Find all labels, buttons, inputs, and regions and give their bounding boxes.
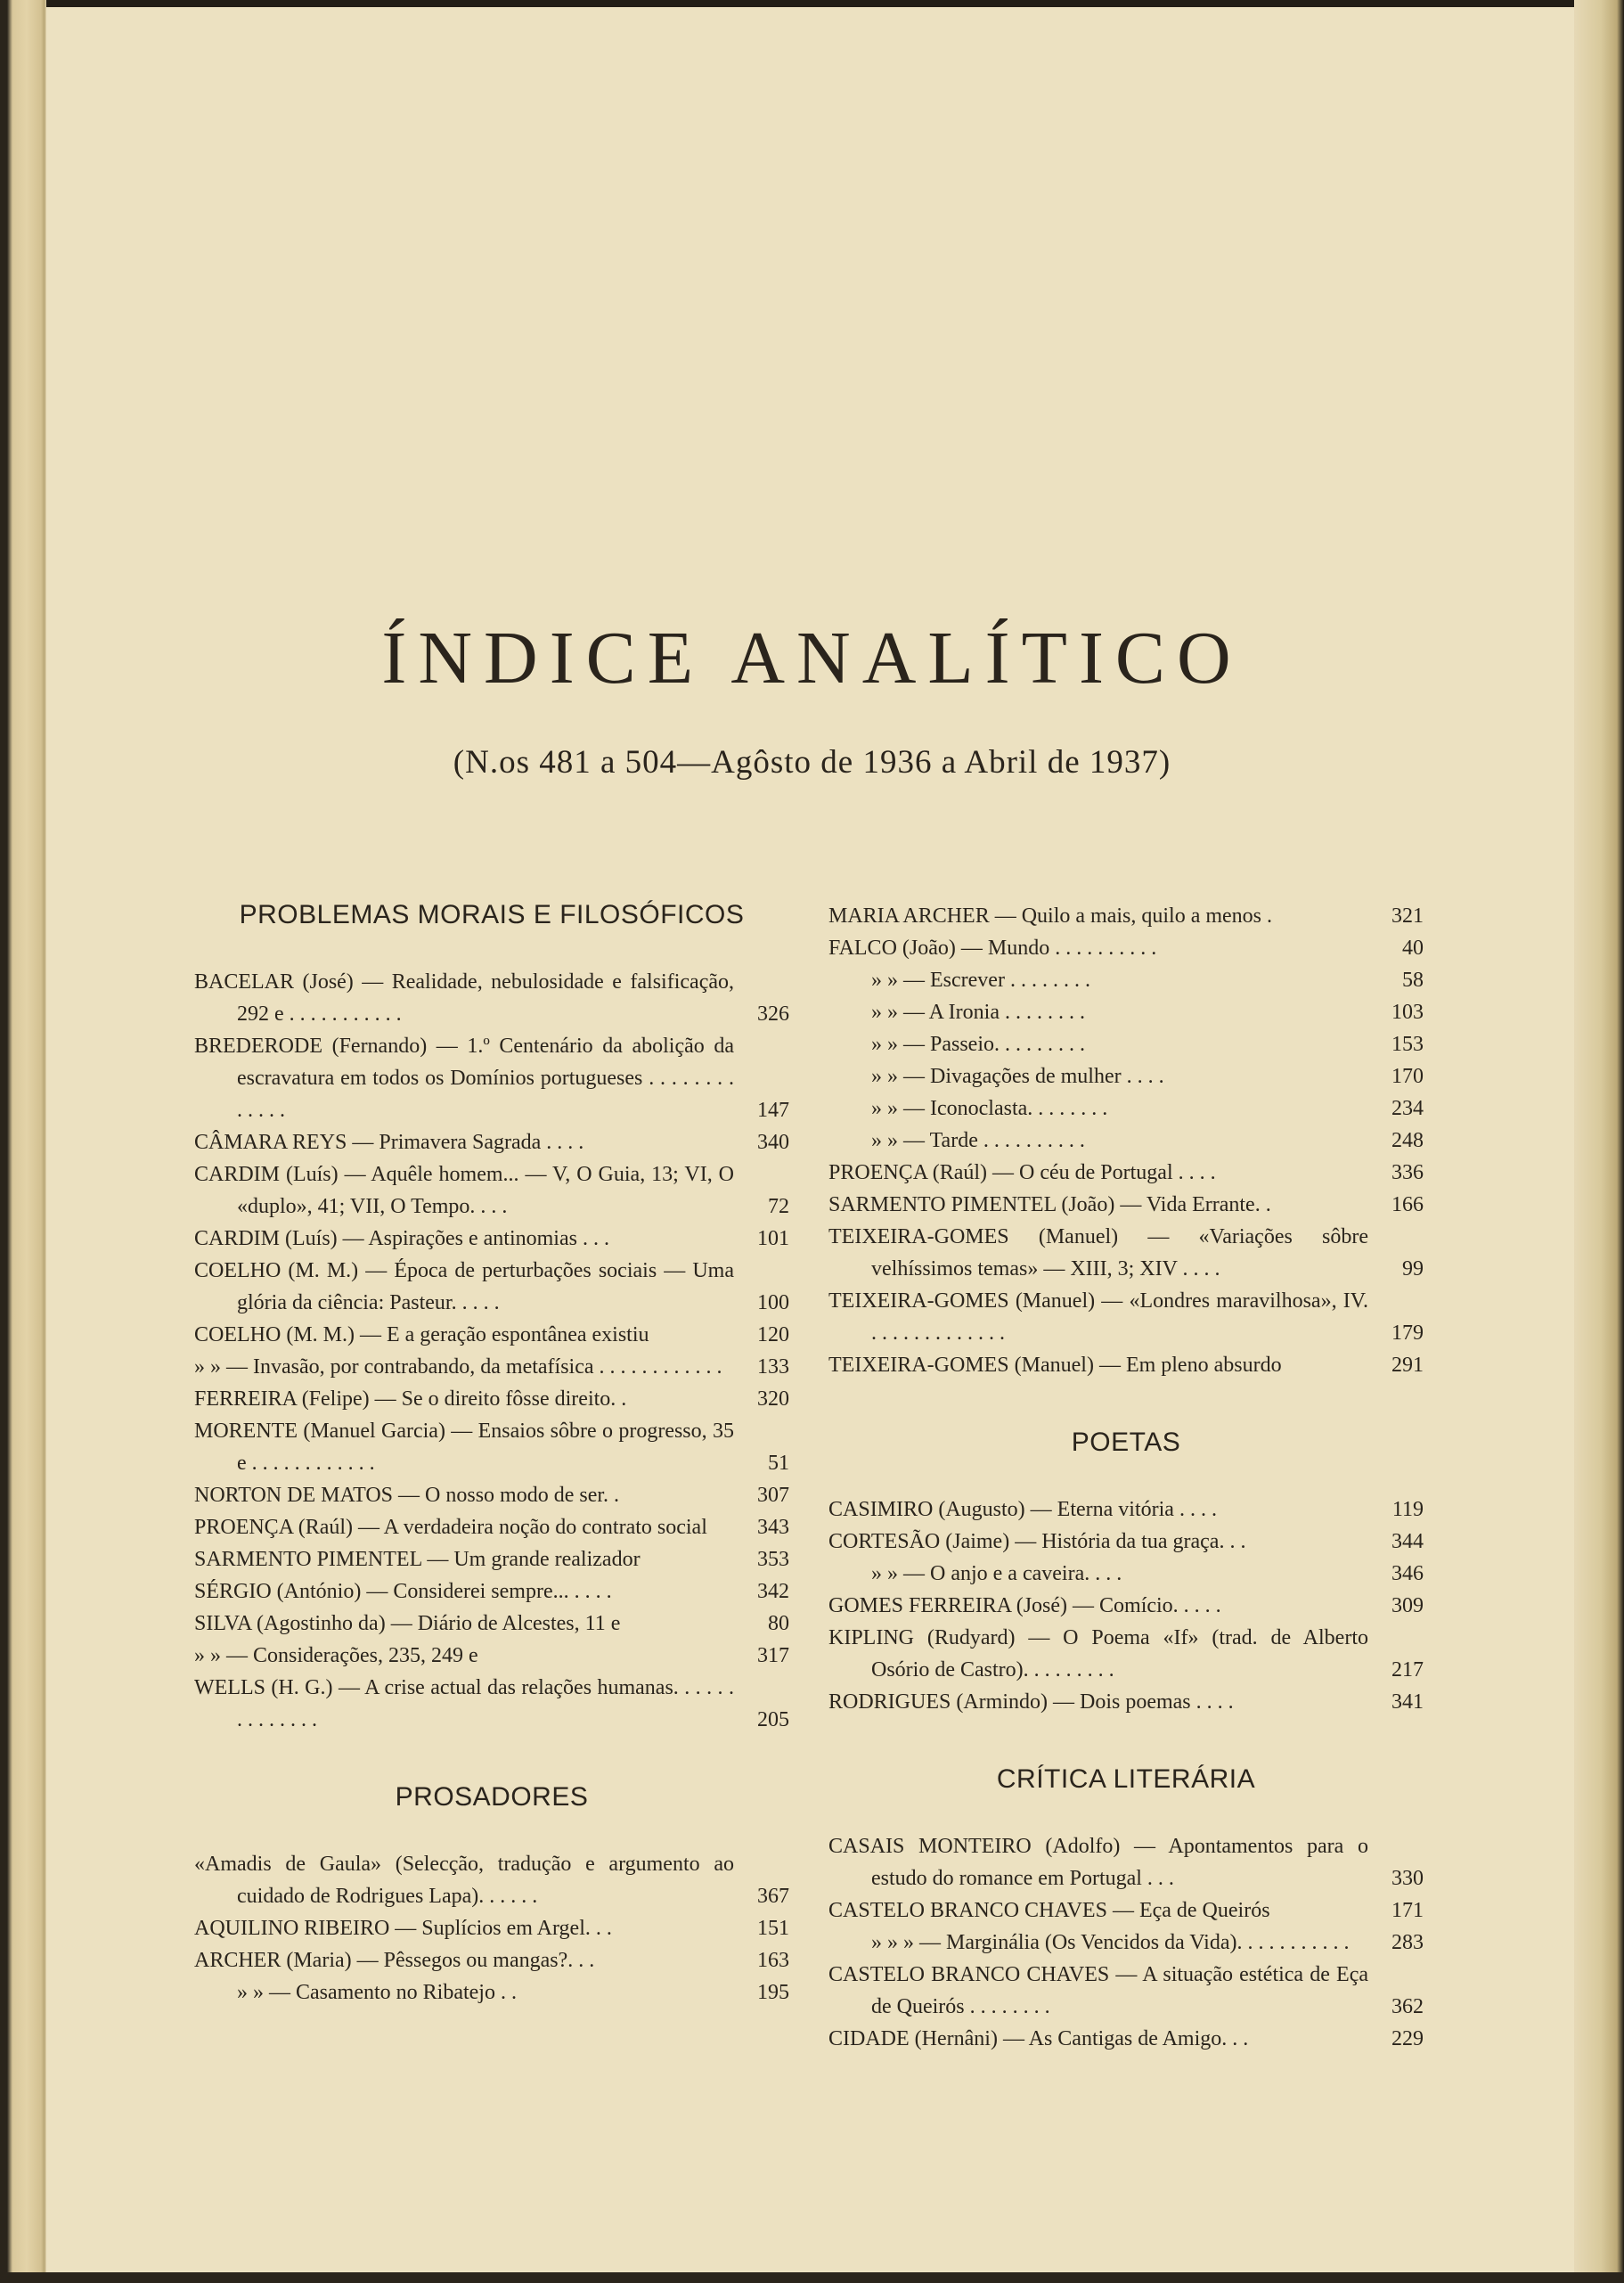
entry-text: » » — Passeio. . . . . . . . .: [871, 1033, 1085, 1056]
entry-text: MARIA ARCHER — Quilo a mais, quilo a menos .: [828, 904, 1272, 928]
entry-page-number: 80: [768, 1612, 789, 1635]
index-entry: [194, 1912, 789, 1944]
entry-text: KIPLING (Rudyard) — O Poema «If» (trad. de Alberto Osório de Castro). . . . . . . . .: [828, 1626, 1368, 1682]
index-entry: [194, 1511, 789, 1543]
entry-text: » » — O anjo e a caveira. . . .: [871, 1562, 1122, 1585]
entry-text: » » — Casamento no Ribatejo . .: [237, 1981, 517, 2004]
entry-page-number: 163: [757, 1949, 789, 1972]
entry-page-number: 171: [1391, 1899, 1424, 1922]
entry-page-number: 320: [757, 1387, 789, 1411]
index-entry: [828, 1028, 1424, 1060]
entry-page-number: 353: [757, 1548, 789, 1571]
entry-text: BACELAR (José) — Realidade, nebulosidade e falsificação, 292 e . . . . . . . . . . .: [194, 970, 734, 1026]
left-column: [194, 900, 789, 2009]
entry-page-number: 99: [1402, 1257, 1424, 1281]
entry-text: » » — Considerações, 235, 249 e: [194, 1644, 478, 1667]
index-entry: [828, 1622, 1424, 1686]
entry-page-number: 326: [757, 1002, 789, 1026]
entry-text: RODRIGUES (Armindo) — Dois poemas . . . .: [828, 1690, 1234, 1714]
page-title: ÍNDICE ANALÍTICO: [381, 617, 1243, 700]
entry-text: NORTON DE MATOS — O nosso modo de ser. .: [194, 1484, 620, 1507]
entry-page-number: 340: [757, 1131, 789, 1154]
index-entry: [828, 1349, 1424, 1381]
index-entry: [828, 932, 1424, 964]
entry-page-number: 346: [1391, 1562, 1424, 1585]
entry-text: FALCO (João) — Mundo . . . . . . . . . .: [828, 937, 1157, 960]
index-entry: [828, 996, 1424, 1028]
entry-text: SÉRGIO (António) — Considerei sempre... . . . .: [194, 1580, 612, 1603]
entry-text: MORENTE (Manuel Garcia) — Ensaios sôbre o progresso, 35 e . . . . . . . . . . . .: [194, 1420, 734, 1475]
entry-page-number: 330: [1391, 1867, 1424, 1890]
entry-page-number: 362: [1391, 1995, 1424, 2018]
index-entry: [194, 1976, 789, 2009]
entry-text: » » — Escrever . . . . . . . .: [871, 969, 1090, 992]
entry-text: » » — Iconoclasta. . . . . . . .: [871, 1097, 1108, 1120]
entry-text: AQUILINO RIBEIRO — Suplícios em Argel. . .: [194, 1917, 612, 1940]
entry-text: » » » — Marginália (Os Vencidos da Vida). . . . . . . . . . .: [871, 1931, 1350, 1954]
entry-page-number: 317: [757, 1644, 789, 1667]
index-entry: [828, 2023, 1424, 2055]
entry-page-number: 342: [757, 1580, 789, 1603]
section-heading: CRÍTICA LITERÁRIA: [996, 1764, 1256, 1794]
index-entry: [194, 1223, 789, 1255]
entry-page-number: 195: [757, 1981, 789, 2004]
entry-text: PROENÇA (Raúl) — A verdadeira noção do contrato social: [194, 1516, 707, 1539]
entry-page-number: 51: [768, 1452, 789, 1475]
scan-edge-right: [1574, 0, 1624, 2283]
scan-edge-top: [0, 0, 1624, 7]
entry-text: TEIXEIRA-GOMES (Manuel) — «Londres maravilhosa», IV. . . . . . . . . . . . . .: [828, 1289, 1368, 1345]
index-entry: [194, 1640, 789, 1672]
entry-text: CARDIM (Luís) — Aspirações e antinomias . . .: [194, 1227, 609, 1250]
entry-text: CASTELO BRANCO CHAVES — Eça de Queirós: [828, 1899, 1270, 1922]
index-entry: [828, 1927, 1424, 1959]
entry-page-number: 229: [1391, 2027, 1424, 2050]
entry-page-number: 321: [1391, 904, 1424, 928]
index-entry: [194, 1415, 789, 1479]
entry-page-number: 344: [1391, 1530, 1424, 1553]
entry-text: CASIMIRO (Augusto) — Eterna vitória . . . .: [828, 1498, 1217, 1521]
entry-text: SARMENTO PIMENTEL — Um grande realizador: [194, 1548, 641, 1571]
entry-page-number: 336: [1391, 1161, 1424, 1184]
entry-page-number: 367: [757, 1885, 789, 1908]
entry-text: TEIXEIRA-GOMES (Manuel) — Em pleno absurdo: [828, 1354, 1282, 1377]
entry-text: WELLS (H. G.) — A crise actual das relações humanas. . . . . . . . . . . . . .: [194, 1676, 734, 1731]
scan-edge-left: [0, 0, 46, 2283]
entry-page-number: 133: [757, 1355, 789, 1379]
index-entry: [194, 1608, 789, 1640]
index-entry: [194, 1030, 789, 1126]
entry-text: CORTESÃO (Jaime) — História da tua graça. . .: [828, 1530, 1246, 1553]
index-entry: [828, 964, 1424, 996]
entry-page-number: 58: [1402, 969, 1424, 992]
entry-page-number: 343: [757, 1516, 789, 1539]
index-entry: [828, 1959, 1424, 2023]
entry-page-number: 101: [757, 1227, 789, 1250]
entry-text: » » — Divagações de mulher . . . .: [871, 1065, 1164, 1088]
index-entry: [194, 1848, 789, 1912]
section-heading: PROSADORES: [395, 1782, 589, 1812]
entry-page-number: 248: [1391, 1129, 1424, 1152]
right-column: [828, 900, 1424, 2055]
index-entry: [828, 1189, 1424, 1221]
index-entry: [828, 1590, 1424, 1622]
entry-text: TEIXEIRA-GOMES (Manuel) — «Variações sôbre velhíssimos temas» — XIII, 3; XIV . . . .: [828, 1225, 1368, 1281]
entry-page-number: 179: [1391, 1322, 1424, 1345]
index-entry: [194, 1351, 789, 1383]
entry-text: CÂMARA REYS — Primavera Sagrada . . . .: [194, 1131, 584, 1154]
index-entry: [194, 1126, 789, 1158]
section-heading: PROBLEMAS MORAIS E FILOSÓFICOS: [239, 900, 745, 929]
entry-text: PROENÇA (Raúl) — O céu de Portugal . . . .: [828, 1161, 1216, 1184]
entry-page-number: 217: [1391, 1658, 1424, 1682]
entry-page-number: 234: [1391, 1097, 1424, 1120]
index-entry: [828, 1157, 1424, 1189]
index-entry: [828, 1526, 1424, 1558]
entry-page-number: 341: [1391, 1690, 1424, 1714]
entry-text: COELHO (M. M.) — E a geração espontânea existiu: [194, 1323, 649, 1346]
entry-text: CARDIM (Luís) — Aquêle homem... — V, O Guia, 13; VI, O «duplo», 41; VII, O Tempo. . . .: [194, 1163, 734, 1218]
index-entry: [828, 1558, 1424, 1590]
entry-text: CASTELO BRANCO CHAVES — A situação estética de Eça de Queirós . . . . . . . .: [828, 1963, 1368, 2018]
entry-page-number: 291: [1391, 1354, 1424, 1377]
index-entry: [828, 1092, 1424, 1125]
entry-page-number: 147: [757, 1099, 789, 1122]
entry-page-number: 72: [768, 1195, 789, 1218]
entry-page-number: 170: [1391, 1065, 1424, 1088]
index-entry: [194, 1672, 789, 1736]
scan-edge-bottom: [0, 2272, 1624, 2283]
entry-text: «Amadis de Gaula» (Selecção, tradução e argumento ao cuidado de Rodrigues Lapa). . . . . .: [194, 1853, 734, 1908]
entry-text: FERREIRA (Felipe) — Se o direito fôsse direito. .: [194, 1387, 627, 1411]
index-entry: [828, 1830, 1424, 1894]
entry-text: » » — Invasão, por contrabando, da metafísica . . . . . . . . . . . .: [194, 1355, 722, 1379]
index-entry: [194, 1543, 789, 1575]
index-entry: [194, 1944, 789, 1976]
index-entry: [194, 1255, 789, 1319]
entry-page-number: 283: [1391, 1931, 1424, 1954]
entry-page-number: 151: [757, 1917, 789, 1940]
entry-text: CIDADE (Hernâni) — As Cantigas de Amigo. . .: [828, 2027, 1249, 2050]
index-entry: [828, 900, 1424, 932]
index-entry: [194, 966, 789, 1030]
index-entry: [194, 1575, 789, 1608]
index-entry: [828, 1221, 1424, 1285]
entry-text: CASAIS MONTEIRO (Adolfo) — Apontamentos para o estudo do romance em Portugal . . .: [828, 1835, 1368, 1890]
entry-page-number: 100: [757, 1291, 789, 1314]
index-entry: [828, 1894, 1424, 1927]
index-entry: [194, 1383, 789, 1415]
entry-page-number: 103: [1391, 1001, 1424, 1024]
entry-text: » » — Tarde . . . . . . . . . .: [871, 1129, 1085, 1152]
index-entry: [194, 1479, 789, 1511]
entry-text: SARMENTO PIMENTEL (João) — Vida Errante. .: [828, 1193, 1271, 1216]
entry-page-number: 166: [1391, 1193, 1424, 1216]
section-heading: POETAS: [1071, 1428, 1181, 1457]
entry-text: GOMES FERREIRA (José) — Comício. . . . .: [828, 1594, 1221, 1617]
entry-text: BREDERODE (Fernando) — 1.º Centenário da abolição da escravatura em todos os Domínios portugueses . . . . . . . . . . . . .: [194, 1035, 734, 1122]
index-entry: [828, 1060, 1424, 1092]
index-entry: [828, 1285, 1424, 1349]
entry-page-number: 309: [1391, 1594, 1424, 1617]
index-entry: [828, 1493, 1424, 1526]
entry-page-number: 119: [1391, 1498, 1424, 1521]
entry-page-number: 40: [1402, 937, 1424, 960]
entry-page-number: 205: [757, 1708, 789, 1731]
entry-text: ARCHER (Maria) — Pêssegos ou mangas?. . .: [194, 1949, 595, 1972]
entry-text: » » — A Ironia . . . . . . . .: [871, 1001, 1085, 1024]
entry-page-number: 153: [1391, 1033, 1424, 1056]
index-entry: [194, 1319, 789, 1351]
entry-page-number: 307: [757, 1484, 789, 1507]
entry-text: SILVA (Agostinho da) — Diário de Alcestes, 11 e: [194, 1612, 621, 1635]
page-subtitle: (N.os 481 a 504—Agôsto de 1936 a Abril de 1937): [453, 744, 1171, 781]
entry-text: COELHO (M. M.) — Época de perturbações sociais — Uma glória da ciência: Pasteur. . . . .: [194, 1259, 734, 1314]
index-entry: [828, 1125, 1424, 1157]
index-entry: [828, 1686, 1424, 1718]
entry-page-number: 120: [757, 1323, 789, 1346]
index-entry: [194, 1158, 789, 1223]
